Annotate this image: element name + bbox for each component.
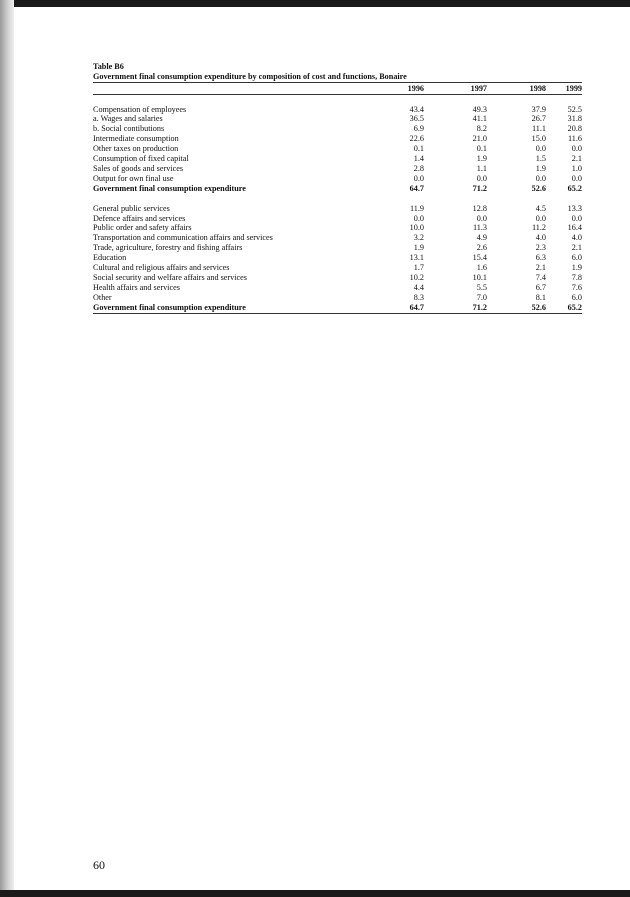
- cell-value: 0.0: [476, 173, 487, 183]
- row-label: Health affairs and services: [93, 282, 180, 292]
- row-label: Social security and welfare affairs and services: [93, 273, 247, 282]
- data-table: [93, 83, 582, 314]
- cell-value: 22.6: [409, 134, 424, 144]
- cell-value: 11.3: [472, 223, 487, 233]
- row-label: Government final consumption expenditure: [93, 303, 363, 313]
- cell-value: 0.1: [476, 144, 487, 154]
- table-row: [93, 204, 582, 214]
- cell-value: 8.2: [476, 124, 487, 134]
- cell-value: 37.9: [531, 104, 546, 114]
- cell-value: 6.0: [571, 253, 582, 263]
- row-label: Cultural and religious affairs and services: [93, 263, 230, 273]
- cell-value: 4.9: [476, 233, 487, 243]
- row-label: Defence affairs and services: [93, 213, 186, 223]
- row-label: Government final consumption expenditure: [93, 183, 246, 193]
- row-label: Other taxes on production: [93, 144, 179, 154]
- table-row: [93, 105, 582, 115]
- year-header: 1998: [487, 83, 546, 95]
- cell-value: 7.0: [476, 292, 487, 302]
- table-row: [93, 174, 582, 184]
- spacer-row: [93, 194, 582, 204]
- cell-value: 65.2: [546, 303, 582, 313]
- table-row: [93, 273, 582, 283]
- cell-value: 2.1: [535, 263, 546, 273]
- cell-value: 15.0: [531, 134, 546, 144]
- cell-value: 2.1: [571, 243, 582, 253]
- row-label: a. Wages and salaries: [93, 114, 163, 124]
- cell-value: 0.0: [413, 173, 424, 183]
- cell-value: 10.0: [409, 223, 424, 233]
- table-row: [93, 214, 582, 224]
- cell-value: 0.0: [571, 173, 582, 183]
- table-row: [93, 124, 582, 134]
- table-title: Government final consumption expenditure by composition of cost and functions, Bonaire: [93, 72, 582, 83]
- cell-value: 8.3: [413, 292, 424, 302]
- cell-value: 0.0: [476, 213, 487, 223]
- cell-value: 0.0: [571, 144, 582, 154]
- cell-value: 71.2: [472, 183, 487, 193]
- cell-value: 2.8: [413, 163, 424, 173]
- table-row: [93, 164, 582, 174]
- header-row: [93, 83, 582, 95]
- cell-value: 64.7: [363, 303, 424, 313]
- cell-value: 13.3: [567, 203, 582, 213]
- cell-value: 26.7: [531, 114, 546, 124]
- cell-value: 31.8: [567, 114, 582, 124]
- row-label: Public order and safety affairs: [93, 223, 192, 233]
- cell-value: 52.6: [487, 303, 546, 313]
- table-row: [93, 223, 582, 233]
- row-label: Transportation and communication affairs and services: [93, 233, 273, 243]
- table-label: Table B6: [93, 62, 124, 71]
- cell-value: 4.0: [535, 233, 546, 243]
- cell-value: 7.8: [571, 273, 582, 282]
- table-row: [93, 154, 582, 164]
- cell-value: 15.4: [472, 253, 487, 263]
- cell-value: 13.1: [409, 253, 424, 263]
- year-header: 1997: [424, 83, 487, 95]
- cell-value: 1.6: [476, 263, 487, 273]
- cell-value: 11.6: [567, 134, 582, 144]
- table-row: [93, 293, 582, 303]
- cell-value: 1.9: [571, 263, 582, 273]
- table-row: [93, 243, 582, 253]
- row-label: Sales of goods and services: [93, 163, 184, 173]
- spacer-row: [93, 95, 582, 105]
- page-number: 60: [93, 858, 105, 872]
- cell-value: 1.5: [535, 154, 546, 164]
- cell-value: 1.9: [535, 163, 546, 173]
- row-label: Trade, agriculture, forestry and fishing affairs: [93, 243, 243, 253]
- cell-value: 0.1: [413, 144, 424, 154]
- cell-value: 2.3: [535, 243, 546, 253]
- table-row: [93, 253, 582, 263]
- cell-value: 49.3: [472, 104, 487, 114]
- year-header: 1999: [546, 83, 582, 95]
- cell-value: 0.0: [571, 213, 582, 223]
- cell-value: 65.2: [567, 183, 582, 193]
- cell-value: 16.4: [567, 223, 582, 233]
- cell-value: 6.0: [571, 292, 582, 302]
- cell-value: 2.1: [571, 154, 582, 164]
- cell-value: 7.4: [535, 273, 546, 282]
- cell-value: 52.6: [531, 183, 546, 193]
- cell-value: 10.1: [472, 273, 487, 282]
- row-label: Intermediate consumption: [93, 134, 179, 144]
- table-row: [93, 263, 582, 273]
- cell-value: 52.5: [567, 104, 582, 114]
- cell-value: 0.0: [535, 173, 546, 183]
- cell-value: 64.7: [409, 183, 424, 193]
- table-row: [93, 233, 582, 243]
- cell-value: 12.8: [472, 203, 487, 213]
- row-label: Compensation of employees: [93, 104, 187, 114]
- cell-value: 5.5: [476, 282, 487, 292]
- cell-value: 0.0: [535, 213, 546, 223]
- cell-value: 71.2: [424, 303, 487, 313]
- cell-value: 0.0: [413, 213, 424, 223]
- scan-binding-edge: [0, 0, 14, 897]
- cell-value: 1.9: [413, 243, 424, 253]
- cell-value: 1.9: [476, 154, 487, 164]
- cell-value: 21.0: [472, 134, 487, 144]
- cell-value: 36.5: [409, 114, 424, 124]
- cell-value: 11.9: [409, 203, 424, 213]
- scan-bottom-edge: [0, 890, 630, 897]
- cell-value: 20.8: [567, 124, 582, 134]
- scan-top-edge: [0, 0, 630, 7]
- cell-value: 6.9: [413, 124, 424, 134]
- cell-value: 8.1: [535, 292, 546, 302]
- cell-value: 4.0: [571, 233, 582, 243]
- table-row: [93, 114, 582, 124]
- cell-value: 10.2: [409, 273, 424, 282]
- cell-value: 11.1: [531, 124, 546, 134]
- table-row: [93, 283, 582, 293]
- cell-value: 1.7: [413, 263, 424, 273]
- table-row: [93, 144, 582, 154]
- cell-value: 11.2: [531, 223, 546, 233]
- row-label: b. Social contibutions: [93, 124, 165, 134]
- cell-value: 0.0: [535, 144, 546, 154]
- row-label: Other: [93, 292, 112, 302]
- total-row: [93, 184, 582, 194]
- table-b6: [93, 62, 582, 314]
- header-blank: [93, 83, 363, 95]
- cell-value: 1.1: [476, 163, 487, 173]
- cell-value: 43.4: [409, 104, 424, 114]
- cell-value: 3.2: [413, 233, 424, 243]
- cell-value: 7.6: [571, 282, 582, 292]
- row-label: Consumption of fixed capital: [93, 154, 189, 164]
- cell-value: 1.0: [571, 163, 582, 173]
- row-label: Education: [93, 253, 127, 263]
- cell-value: 41.1: [472, 114, 487, 124]
- cell-value: 2.6: [476, 243, 487, 253]
- table-row: [93, 134, 582, 144]
- row-label: Output for own final use: [93, 173, 174, 183]
- year-header: 1996: [363, 83, 424, 95]
- cell-value: 6.7: [535, 282, 546, 292]
- cell-value: 4.4: [413, 282, 424, 292]
- row-label: General public services: [93, 203, 170, 213]
- cell-value: 6.3: [535, 253, 546, 263]
- cell-value: 1.4: [413, 154, 424, 164]
- total-row: [93, 303, 582, 313]
- cell-value: 4.5: [535, 203, 546, 213]
